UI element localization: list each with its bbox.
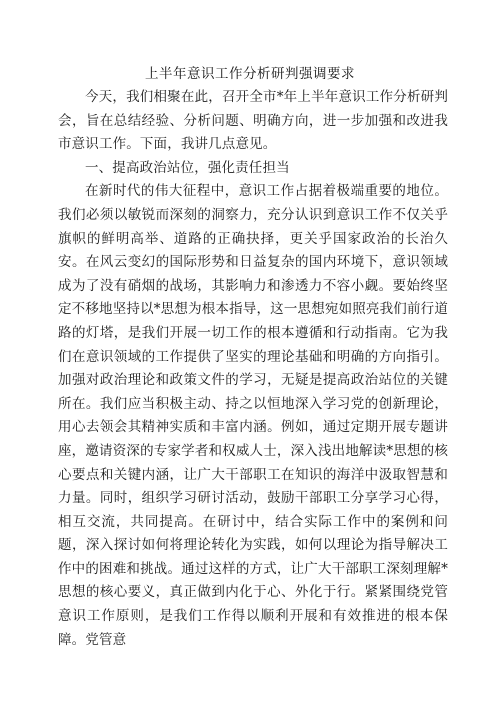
section-heading: 一、提高政治站位，强化责任担当: [85, 159, 290, 176]
document-title: 上半年意识工作分析研判强调要求: [145, 66, 355, 82]
document-body: [58, 86, 448, 652]
body-paragraph: 在新时代的伟大征程中，意识工作占据着极端重要的地位。我们必须以敏锐而深刻的洞察力，充分认识到意识工作不仅关乎旗帜的鲜明高举、道路的正确抉择，更关乎国家政治的长治久安。在风云变幻的国际形势和日益复杂的国内环境下，意识领域成为了没有硝烟的战场，其影响力和渗透力不容小觑。要始终坚定不移地坚持以*思想为根本指导，这一思想宛如照亮我们前行道路的灯塔，是我们开展一切工作的根本遵循和行动指南。它为我们在意识领域的工作提供了坚实的理论基础和明确的方向指引。加强对政治理论和政策文件的学习，无疑是提高政治站位的关键所在。我们应当积极主动、持之以恒地深入学习党的创新理论，用心去领会其精神实质和丰富内涵。例如，通过定期开展专题讲座，邀请资深的专家学者和权威人士，深入浅出地解读*思想的核心要点和关键内涵，让广大干部职工在知识的海洋中汲取智慧和力量。同时，组织学习研讨活动，鼓励干部职工分享学习心得，相互交流，共同提高。在研讨中，结合实际工作中的案例和问题，深入探讨如何将理论转化为实践，如何以理论为指导解决工作中的困难和挑战。通过这样的方式，让广大干部职工深刻理解*思想的核心要义，真正做到内化于心、外化于行。紧紧围绕党管意识工作原则，是我们工作得以顺利开展和有效推进的根本保障。党管意: [58, 183, 448, 648]
intro-paragraph: 今天，我们相聚在此，召开全市*年上半年意识工作分析研判会，旨在总结经验、分析问题、明确方向，进一步加强和改进我市意识工作。下面，我讲几点意见。: [58, 89, 448, 153]
